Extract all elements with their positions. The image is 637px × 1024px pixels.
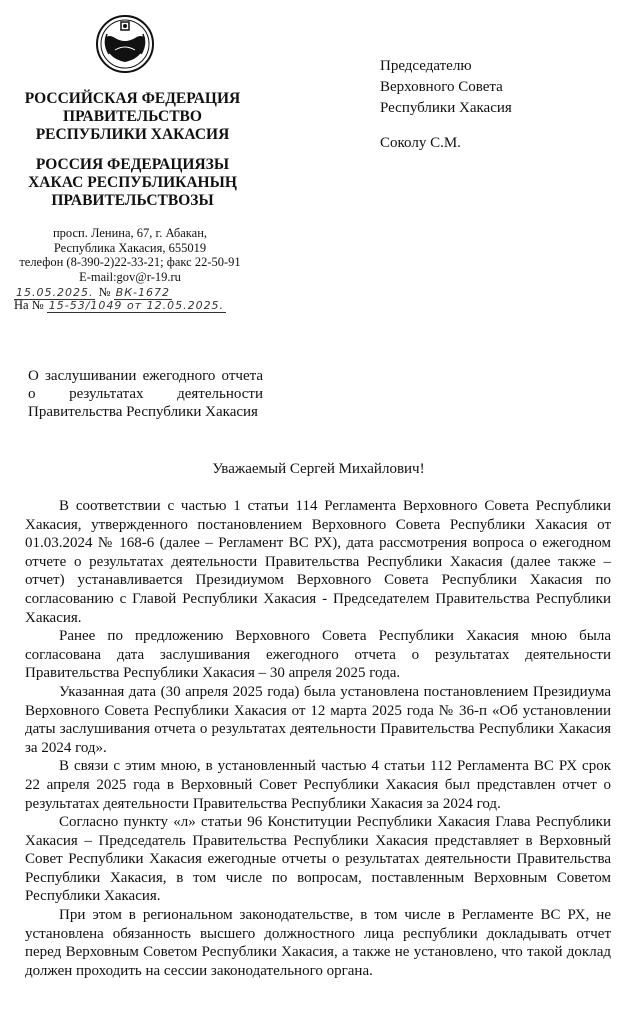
greeting: Уважаемый Сергей Михайлович! — [212, 461, 425, 477]
paragraph: В соответствии с частью 1 статьи 114 Регламента Верховного Совета Республики Хакасия, утвержденного постановлением Верховного Совета Республики Хакасия от 01.03.2024 № 168-6 (далее – Регламент ВС РХ), дата рассмотрения вопроса о ежегодном отчете о результатах деятельности Правительства Республики Хакасия (далее также – отчет) устанавливается Президиумом Верховного Совета Республики Хакасия по согласованию с Главой Республики Хакасия - Председателем Правительства Республики Хакасия. — [25, 498, 611, 626]
paragraph: Указанная дата (30 апреля 2025 года) была установлена постановлением Президиума Верховного Совета Республики Хакасия от 12 марта 2025 года № 36-п «Об установлении даты заслушивания отчета о результатах деятельности Правительства Республики Хакасия за 2024 год». — [25, 683, 611, 756]
outgoing-number: ВК-1672 — [115, 286, 170, 299]
number-label: № — [98, 285, 111, 299]
paragraph: Согласно пункту «л» статьи 96 Конституции Республики Хакасия Глава Республики Хакасия – Председатель Правительства Республики Хакасия представляет в Верховный Совет Республики Хакасия ежегодные отчеты о результатах деятельности Правительства Республики Хакасия, в том числе по вопросам, поставленным Верховным Советом Республики Хакасия. — [25, 814, 611, 905]
sender-header — [0, 90, 265, 210]
paragraph: При этом в региональном законодательстве, в том числе в Регламенте ВС РХ, не установлена обязанность высшего должностного лица республики докладывать отчет перед Верховным Советом Республики Хакасия, а также не установлено, что такой доклад должен проходить на сессии законодательного органа. — [25, 907, 611, 979]
ref-label: На № — [14, 298, 44, 312]
paragraph: Ранее по предложению Верховного Совета Республики Хакасия мною была согласована дата заслушивания ежегодного отчета о результатах деятельности Правительства Республики Хакасия – 30 апреля 2025 года. — [25, 628, 611, 682]
recipient-block: Председателю Верховного Совета Республики Хакасия Соколу С.М. — [380, 56, 512, 154]
ref-number: 15-53/1049 от 12.05.2025. — [48, 299, 225, 312]
reference-line — [14, 298, 226, 313]
recipient-name: Соколу С.М. — [380, 135, 461, 151]
sender-address: просп. Ленина, 67, г. Абакан, Республика Хакасия, 655019 телефон (8-390-2)22-33-21; факс 22-50-91 E-mail:gov@r-19.ru — [19, 226, 241, 284]
paragraph: В связи с этим мною, в установленный частью 4 статьи 112 Регламента ВС РХ срок 22 апреля 2025 года в Верховный Совет Республики Хакасия был представлен отчет о результатах деятельности Правительства Республики Хакасия за 2024 год. — [25, 758, 611, 812]
outgoing-date: 15.05.2025. — [16, 286, 94, 299]
coat-of-arms-icon — [95, 14, 155, 74]
letter-body — [25, 497, 611, 980]
letter-subject: О заслушивании ежегодного отчета о результатах деятельности Правительства Республики Хакасия — [28, 368, 263, 420]
org-name-ru: РОССИЙСКАЯ ФЕДЕРАЦИЯ ПРАВИТЕЛЬСТВО РЕСПУБЛИКИ ХАКАСИЯ — [24, 90, 241, 143]
org-name-khakas: РОССИЯ ФЕДЕРАЦИЯЗЫ ХАКАС РЕСПУБЛИКАНЫҢ ПРАВИТЕЛЬСТВОЗЫ — [28, 156, 237, 209]
